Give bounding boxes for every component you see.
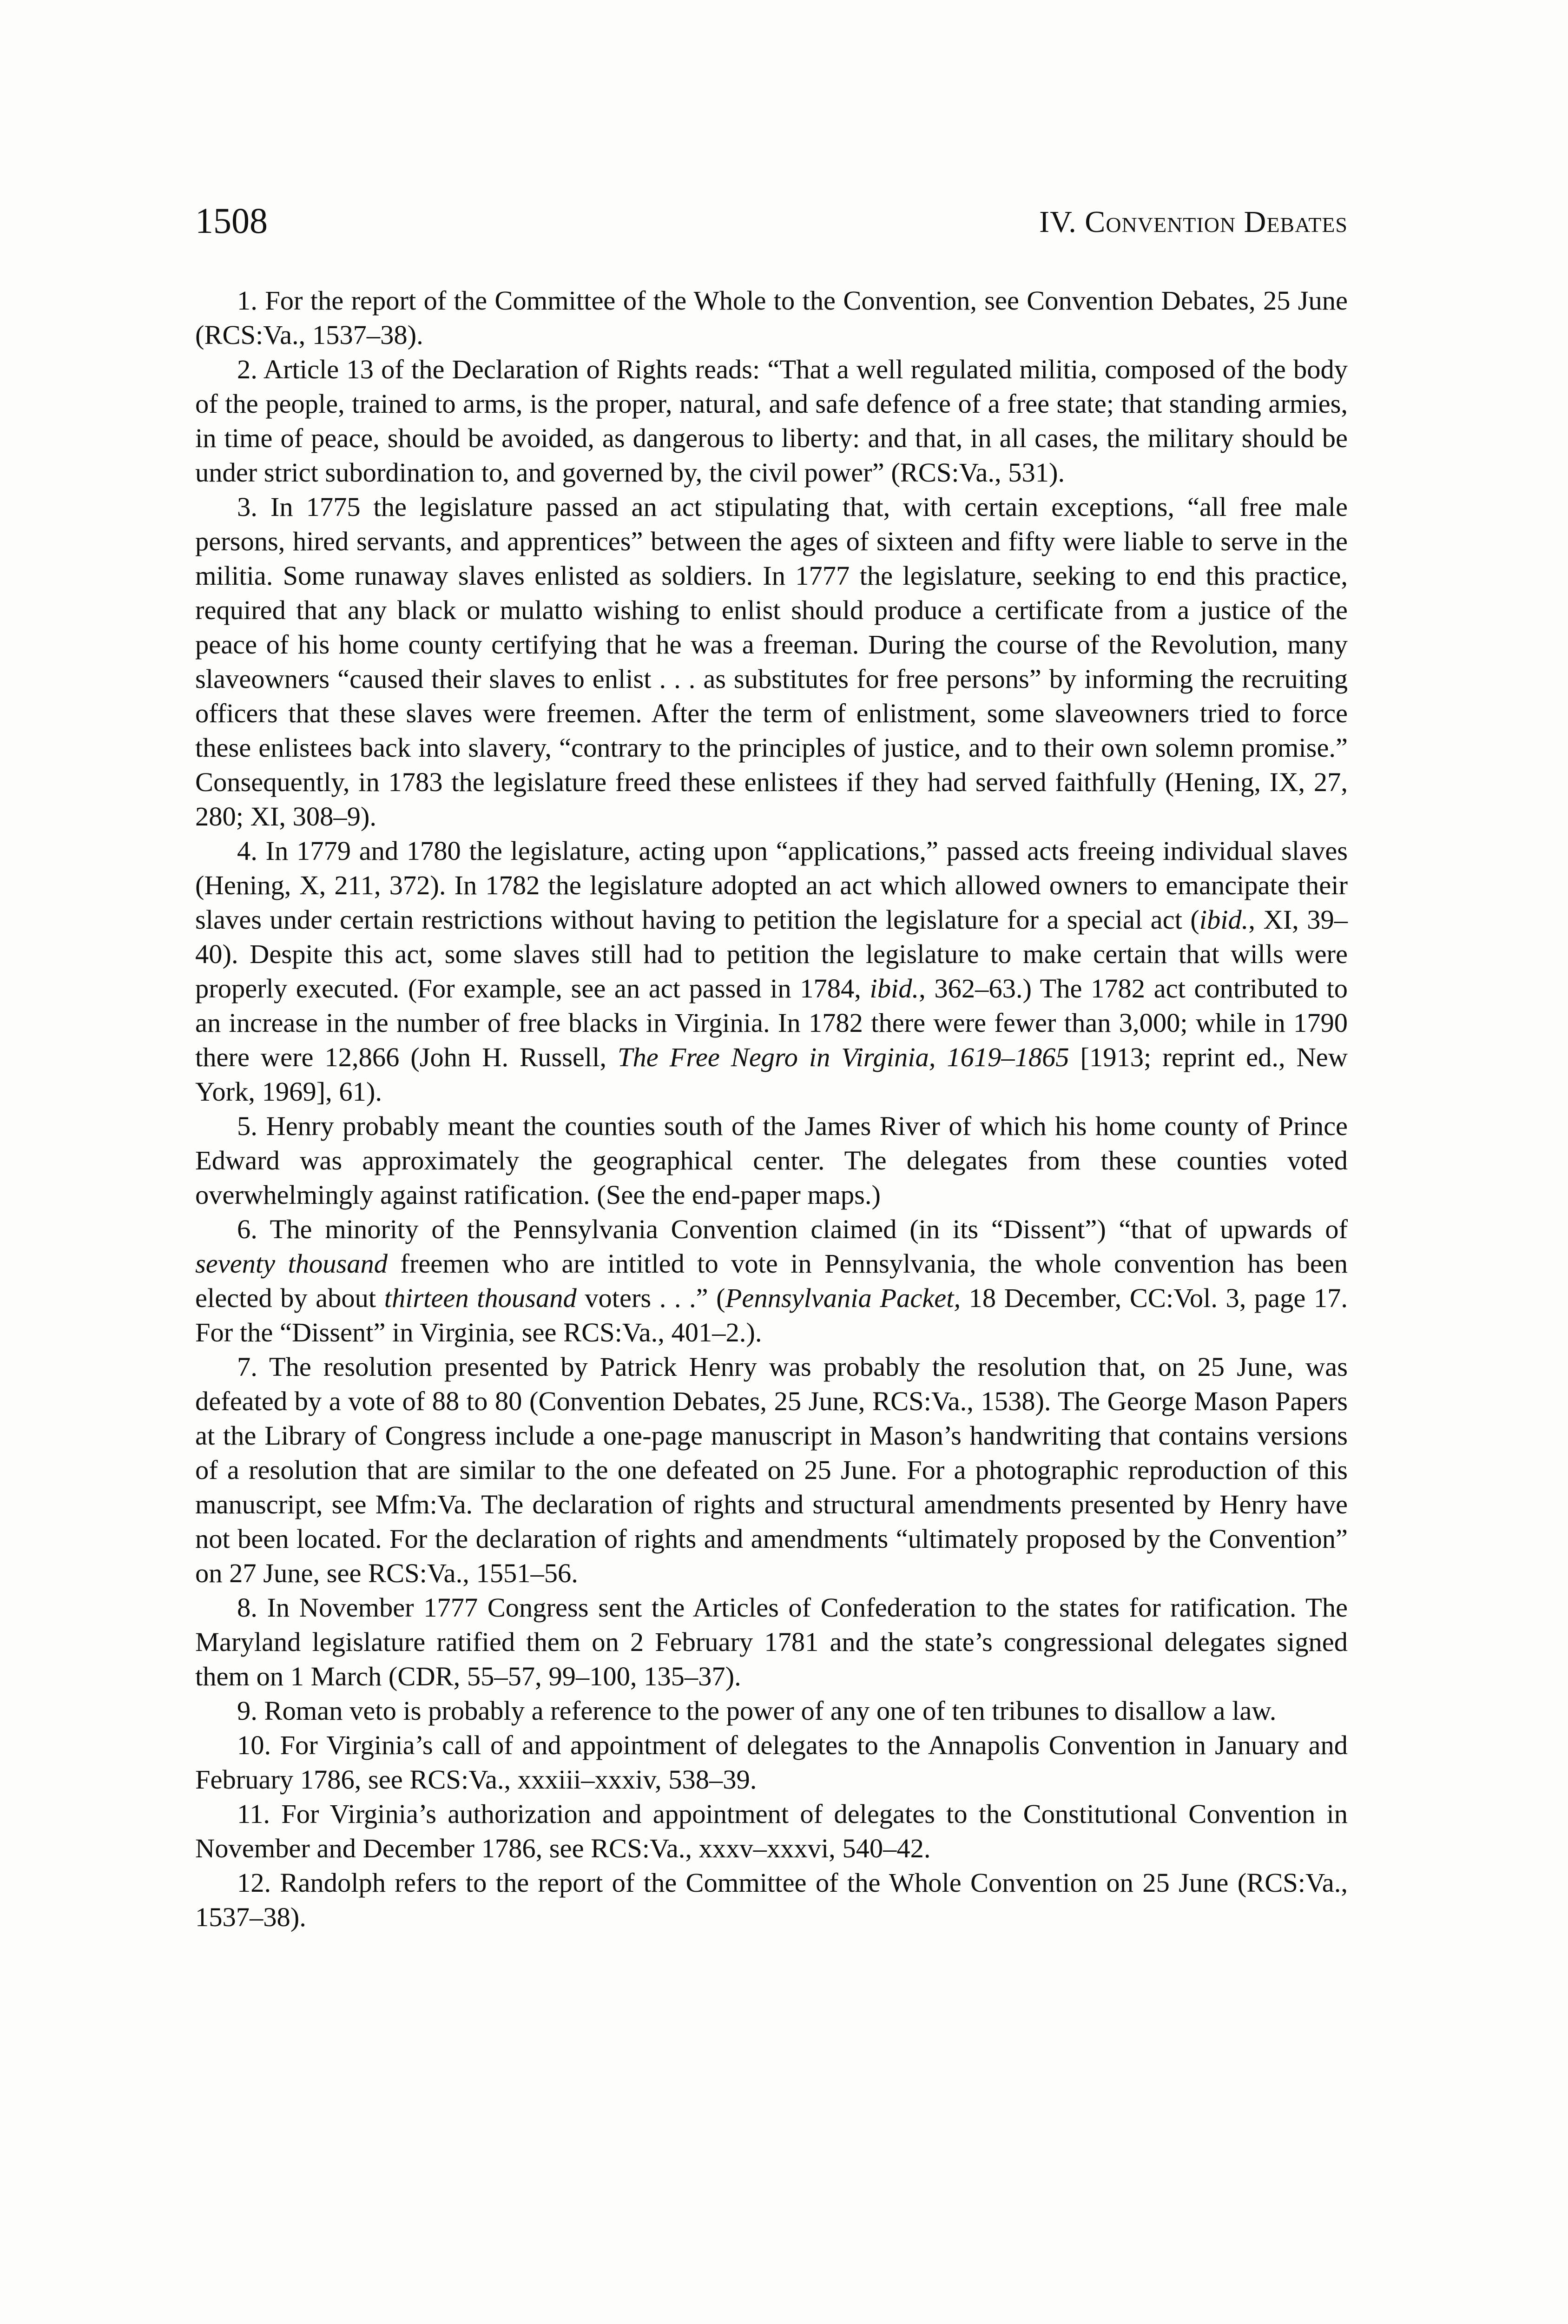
footnote-text: For Virginia’s call of and appointment of delegates to the Annapolis Convention in January and February 1786, see RCS:Va., xxxiii–xxxiv, 538–39. bbox=[195, 1730, 1348, 1795]
footnote-text: [1913; reprint ed., New York, 1969], 61). bbox=[195, 1042, 1348, 1107]
footnote-6 bbox=[195, 1212, 1348, 1350]
footnote-text: For the report of the Committee of the Whole to the Convention, see Convention Debates, 25 June (RCS:Va., 1537–38). bbox=[195, 285, 1348, 350]
footnote-text: For Virginia’s authorization and appointment of delegates to the Constitutional Convention in November and December 1786, see RCS:Va., xxxv–xxxvi, 540–42. bbox=[195, 1799, 1348, 1863]
footnotes bbox=[195, 284, 1348, 1934]
footnote-text: In 1775 the legislature passed an act stipulating that, with certain exceptions, “all free male persons, hired servants, and apprentices” between the ages of sixteen and fifty were liable to serve in the militia. Some runaway slaves enlisted as soldiers. In 1777 the legislature, seeking to end this practice, required that any black or mulatto wishing to enlist should produce a certificate from a justice of the peace of his home county certifying that he was a freeman. During the course of the Revolution, many slaveowners “caused their slaves to enlist . . . as substitutes for free persons” by informing the recruiting officers that these slaves were freemen. After the term of enlistment, some slaveowners tried to force these enlistees back into slavery, “contrary to the principles of justice, and to their own solemn promise.” Consequently, in 1783 the legislature freed these enlistees if they had served faithfully (Hening, IX, 27, 280; XI, 308–9). bbox=[195, 492, 1348, 832]
footnote-number: 12. bbox=[237, 1868, 271, 1898]
footnote-number: 6. bbox=[237, 1214, 257, 1244]
italic-citation: ibid. bbox=[1199, 905, 1249, 935]
italic-citation: ibid. bbox=[870, 973, 919, 1004]
footnote-text: 18 December, CC:Vol. 3, page 17. For the “Dissent” in Virginia, see RCS:Va., 401–2.). bbox=[195, 1283, 1348, 1347]
footnote-text: , 362–63.) The 1782 act contributed to an increase in the number of free blacks in Virginia. In 1782 there were fewer than 3,000; while in 1790 there were 12,866 (John H. Russell, bbox=[195, 973, 1348, 1072]
running-head bbox=[1039, 201, 1348, 243]
footnote-number: 1. bbox=[237, 285, 257, 316]
footnote-text: In 1779 and 1780 the legislature, acting upon “applications,” passed acts freeing individual slaves (Hening, X, 211, 372). In 1782 the legislature adopted an act which allowed owners to emancipate their slaves under certain restrictions without having to petition the legislature for a special act ( bbox=[195, 836, 1348, 935]
newspaper-title: Pennsylvania Packet, bbox=[725, 1283, 961, 1313]
footnote-10 bbox=[195, 1728, 1348, 1797]
footnote-3 bbox=[195, 490, 1348, 834]
footnote-9 bbox=[195, 1694, 1348, 1728]
footnote-text: In November 1777 Congress sent the Articles of Confederation to the states for ratification. The Maryland legislature ratified them on 2 February 1781 and the state’s congressional delegates signed them on 1 March (CDR, 55–57, 99–100, 135–37). bbox=[195, 1592, 1348, 1691]
footnote-8 bbox=[195, 1591, 1348, 1694]
footnote-text: Article 13 of the Declaration of Rights reads: “That a well regulated militia, composed of the body of the people, trained to arms, is the proper, natural, and safe defence of a free state; that standing armies, in time of peace, should be avoided, as dangerous to liberty: and that, in all cases, the military should be under strict subordination to, and governed by, the civil power” (RCS:Va., 531). bbox=[195, 354, 1348, 488]
footnote-text: The minority of the Pennsylvania Convention claimed (in its “Dissent”) “that of upwards of bbox=[270, 1214, 1348, 1244]
footnote-text: voters . . .” ( bbox=[576, 1283, 725, 1313]
footnote-number: 5. bbox=[237, 1111, 257, 1141]
footnote-number: 3. bbox=[237, 492, 257, 522]
footnote-number: 4. bbox=[237, 836, 257, 866]
footnote-4 bbox=[195, 834, 1348, 1109]
footnote-number: 9. bbox=[237, 1696, 257, 1726]
footnote-text: Randolph refers to the report of the Committee of the Whole Convention on 25 June (RCS:Va., 1537–38). bbox=[195, 1868, 1348, 1932]
footnote-5 bbox=[195, 1109, 1348, 1212]
footnote-text: Roman veto is probably a reference to the power of any one of ten tribunes to disallow a law. bbox=[264, 1696, 1277, 1726]
italic-emphasis: thirteen thousand bbox=[384, 1283, 577, 1313]
section-numeral: IV. bbox=[1039, 205, 1085, 239]
footnote-2 bbox=[195, 352, 1348, 490]
page-number: 1508 bbox=[195, 200, 268, 241]
footnote-number: 2. bbox=[237, 354, 257, 384]
footnote-7 bbox=[195, 1350, 1348, 1591]
footnote-text: , XI, 39–40). Despite this act, some slaves still had to petition the legislature to make certain that wills were properly executed. (For example, see an act passed in 1784, bbox=[195, 905, 1348, 1004]
footnote-number: 7. bbox=[237, 1352, 257, 1382]
footnote-text: The resolution presented by Patrick Henry was probably the resolution that, on 25 June, was defeated by a vote of 88 to 80 (Convention Debates, 25 June, RCS:Va., 1538). The George Mason Papers at the Library of Congress include a one-page manuscript in Mason’s handwriting that contains versions of a resolution that are similar to the one defeated on 25 June. For a photographic reproduction of this manuscript, see Mfm:Va. The declaration of rights and structural amendments presented by Henry have not been located. For the declaration of rights and amendments “ultimately proposed by the Convention” on 27 June, see RCS:Va., 1551–56. bbox=[195, 1352, 1348, 1588]
page-header bbox=[195, 198, 1348, 253]
footnote-text: freemen who are intitled to vote in Pennsylvania, the whole convention has been elected by about bbox=[195, 1248, 1348, 1313]
footnote-number: 10. bbox=[237, 1730, 271, 1760]
italic-emphasis: seventy thousand bbox=[195, 1248, 388, 1279]
footnote-text: Henry probably meant the counties south of the James River of which his home county of Prince Edward was approximately the geographical center. The delegates from these counties voted overwhelmingly against ratification. (See the end-paper maps.) bbox=[195, 1111, 1348, 1210]
footnote-number: 11. bbox=[237, 1799, 270, 1829]
book-title: The Free Negro in Virginia, 1619–1865 bbox=[617, 1042, 1069, 1072]
footnote-11 bbox=[195, 1797, 1348, 1866]
footnote-12 bbox=[195, 1866, 1348, 1934]
section-title: Convention Debates bbox=[1085, 205, 1348, 239]
footnote-number: 8. bbox=[237, 1592, 257, 1623]
footnote-1 bbox=[195, 284, 1348, 352]
